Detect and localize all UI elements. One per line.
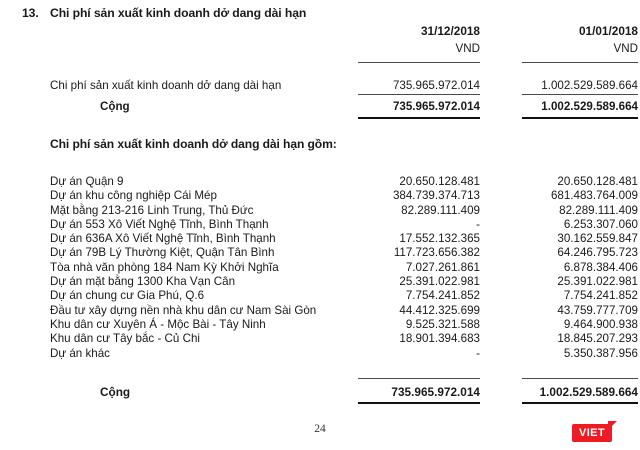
summary-total-rule-top-col1 <box>358 94 480 95</box>
logo-text: VIET <box>572 424 612 442</box>
item-value-col2: 5.350.387.956 <box>563 346 638 360</box>
item-value-col1: - <box>476 346 480 360</box>
item-label: Dự án chung cư Gia Phú, Q.6 <box>50 289 205 303</box>
item-value-col1: 82.289.111.409 <box>401 203 480 217</box>
summary-total-row <box>0 100 640 113</box>
item-value-col2: 30.162.559.847 <box>557 232 638 246</box>
bottom-total-rule-bottom-col1 <box>358 402 480 404</box>
item-value-col1: - <box>476 217 480 231</box>
column-header-date-1: 31/12/2018 <box>420 24 480 38</box>
table-row <box>0 318 640 332</box>
summary-row-value-col1: 735.965.972.014 <box>392 79 480 92</box>
table-row <box>0 332 640 346</box>
item-value-col2: 9.464.900.938 <box>563 317 638 331</box>
note-heading <box>22 6 630 20</box>
header-rule <box>0 62 640 63</box>
summary-row-value-col2: 1.002.529.589.664 <box>541 79 638 92</box>
table-row <box>0 347 640 361</box>
table-row <box>0 204 640 218</box>
item-label: Khu dân cư Tây bắc - Củ Chi <box>50 332 200 346</box>
column-header-unit-2: VND <box>613 42 638 55</box>
item-value-col2: 82.289.111.409 <box>559 203 638 217</box>
summary-total-rule-bottom-col1 <box>358 117 480 119</box>
item-value-col1: 25.391.022.981 <box>399 275 480 289</box>
table-row <box>0 304 640 318</box>
header-rule-col1 <box>358 62 480 63</box>
summary-total-rule-bottom <box>0 117 640 119</box>
item-label: Tòa nhà văn phòng 184 Nam Kỳ Khởi Nghĩa <box>50 260 279 274</box>
item-value-col2: 64.246.795.723 <box>557 246 638 260</box>
column-header-dates <box>0 24 640 38</box>
item-label: Dự án khu công nghiệp Cái Mép <box>50 189 217 203</box>
header-rule-col2 <box>522 62 638 63</box>
item-value-col1: 17.552.132.365 <box>399 232 480 246</box>
summary-row <box>0 79 640 92</box>
table-row <box>0 189 640 203</box>
table-row <box>0 289 640 303</box>
item-value-col1: 7.754.241.852 <box>405 289 480 303</box>
detail-item-list <box>0 175 640 361</box>
item-label: Đầu tư xây dựng nền nhà khu dân cư Nam Sài Gòn <box>50 303 317 317</box>
item-label: Dự án mặt bằng 1300 Kha Vạn Cân <box>50 275 236 289</box>
item-value-col1: 18.901.394.683 <box>399 332 480 346</box>
summary-total-rule-top-col2 <box>522 94 638 95</box>
sub-heading: Chi phí sản xuất kinh doanh dở dang dài hạn gồm: <box>50 137 337 151</box>
column-header-unit-1: VND <box>455 42 480 55</box>
item-label: Dự án khác <box>50 346 110 360</box>
bottom-total-rule-bottom-col2 <box>522 402 638 404</box>
bottom-total-row <box>0 385 640 399</box>
item-value-col1: 9.525.321.588 <box>405 317 480 331</box>
item-value-col1: 44.412.325.699 <box>399 303 480 317</box>
item-value-col2: 7.754.241.852 <box>563 289 638 303</box>
item-label: Dự án 636A Xô Viết Nghệ Tĩnh, Bình Thạnh <box>50 232 276 246</box>
note-title: Chi phí sản xuất kinh doanh dở dang dài hạn <box>50 6 307 20</box>
summary-row-label: Chi phí sản xuất kinh doanh dở dang dài hạn <box>50 79 282 92</box>
bottom-total-rule-bottom <box>0 402 640 404</box>
bottom-total-rule-top-col1 <box>358 378 480 379</box>
item-label: Dự án Quận 9 <box>50 175 124 188</box>
item-value-col2: 20.650.128.481 <box>557 175 638 188</box>
item-value-col2: 43.759.777.709 <box>557 303 638 317</box>
item-value-col2: 6.253.307.060 <box>563 217 638 231</box>
viet-logo <box>572 421 618 442</box>
item-value-col1: 384.739.374.713 <box>392 189 480 203</box>
bottom-total-rule-top <box>0 378 640 379</box>
item-label: Khu dân cư Xuyên Á - Mộc Bài - Tây Ninh <box>50 317 266 331</box>
table-row <box>0 232 640 246</box>
item-value-col2: 681.483.764.009 <box>550 189 638 203</box>
summary-total-col1: 735.965.972.014 <box>392 100 480 113</box>
item-value-col2: 18.845.207.293 <box>557 332 638 346</box>
table-row <box>0 218 640 232</box>
summary-total-rule-bottom-col2 <box>522 117 638 119</box>
summary-total-rule-top <box>0 94 640 95</box>
bottom-total-col1: 735.965.972.014 <box>391 385 480 399</box>
bottom-total-label: Cộng <box>100 385 131 399</box>
page-number: 24 <box>314 423 326 435</box>
item-label: Mặt bằng 213-216 Linh Trung, Thủ Đức <box>50 203 254 217</box>
item-value-col1: 7.027.261.861 <box>405 260 480 274</box>
table-row <box>0 175 640 189</box>
summary-total-col2: 1.002.529.589.664 <box>541 100 638 113</box>
item-value-col1: 117.723.656.382 <box>393 246 480 260</box>
item-label: Dự án 79B Lý Thường Kiệt, Quận Tân Bình <box>50 246 275 260</box>
column-header-units <box>0 42 640 55</box>
column-header-date-2: 01/01/2018 <box>578 24 638 38</box>
item-value-col1: 20.650.128.481 <box>399 175 480 188</box>
table-row <box>0 246 640 260</box>
item-value-col2: 6.878.384.406 <box>563 260 638 274</box>
bottom-total-rule-top-col2 <box>522 378 638 379</box>
bottom-total-col2: 1.002.529.589.664 <box>539 385 638 399</box>
item-value-col2: 25.391.022.981 <box>557 275 638 289</box>
note-number: 13. <box>22 6 39 20</box>
table-row <box>0 261 640 275</box>
summary-total-label: Cộng <box>100 100 130 113</box>
item-label: Dự án 553 Xô Viết Nghệ Tĩnh, Bình Thạnh <box>50 217 269 231</box>
table-row <box>0 275 640 289</box>
